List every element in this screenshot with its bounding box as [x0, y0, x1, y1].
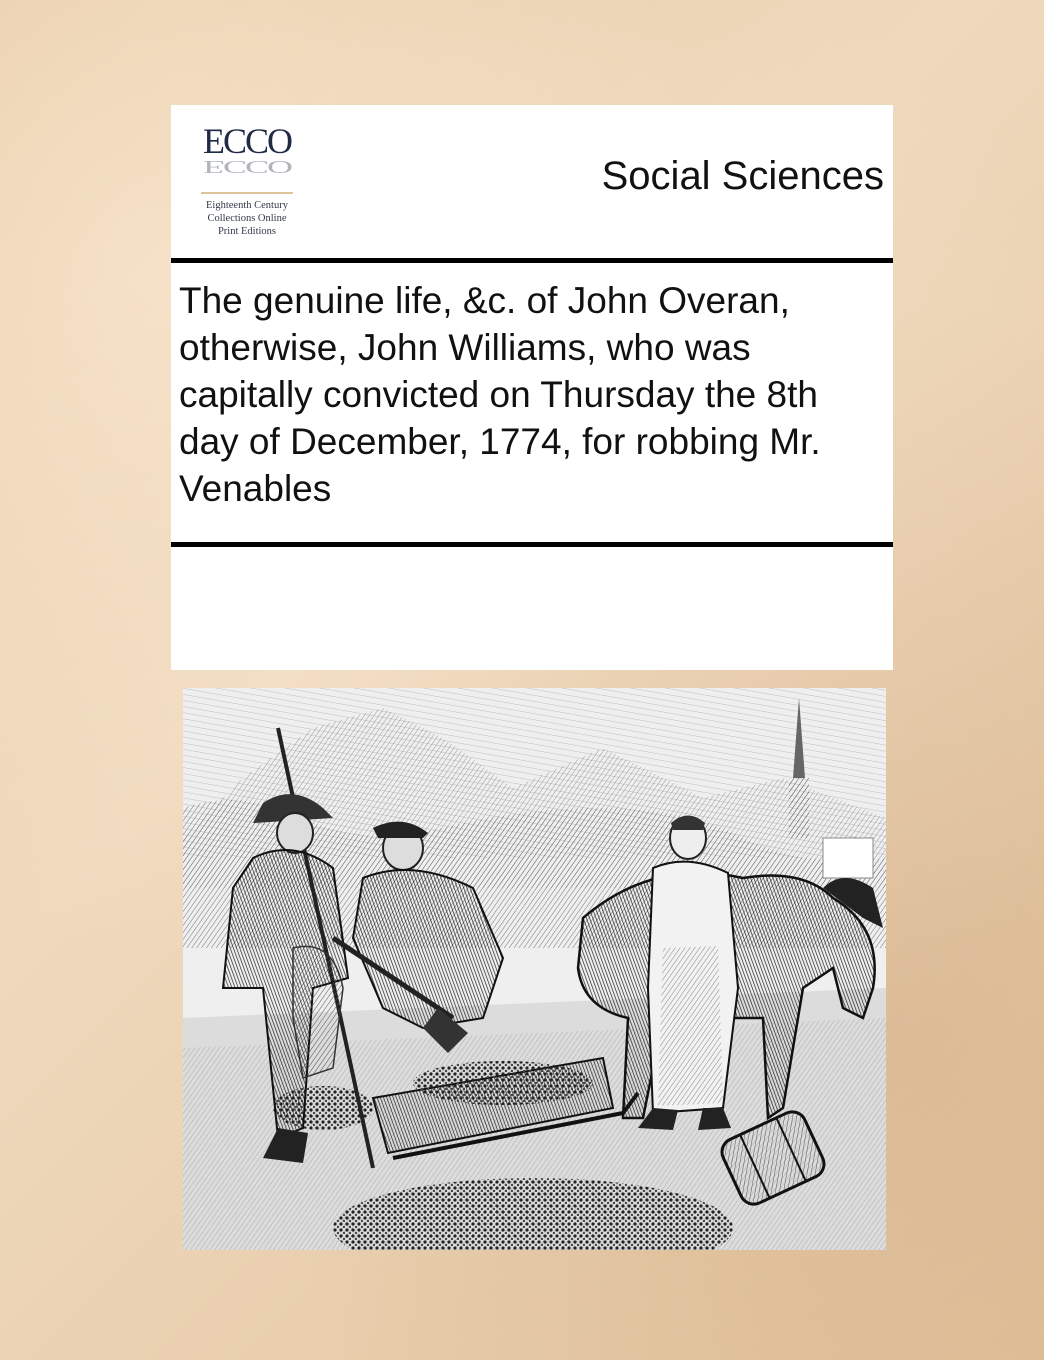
logo-line-2: Collections Online: [207, 213, 287, 224]
logo-line-3: Print Editions: [217, 226, 277, 237]
svg-text:ECCO: ECCO: [202, 121, 292, 161]
ecco-logo: [191, 119, 303, 245]
series-label: Social Sciences: [601, 154, 884, 198]
engraving-image: [183, 688, 886, 1250]
svg-text:ECCO: ECCO: [203, 156, 291, 177]
logo-line-1: Eighteenth Century: [206, 200, 288, 211]
cover-illustration: [183, 688, 886, 1250]
top-rule: [171, 258, 893, 263]
bottom-rule: [171, 542, 893, 547]
ecco-logo-mark: [197, 119, 297, 195]
cover-panel: [171, 105, 893, 670]
book-title: The genuine life, &c. of John Overan, otherwise, John Williams, who was capitally convicted on Thursday the 8th day of December, 1774, for robbing Mr. Venables: [179, 280, 821, 509]
